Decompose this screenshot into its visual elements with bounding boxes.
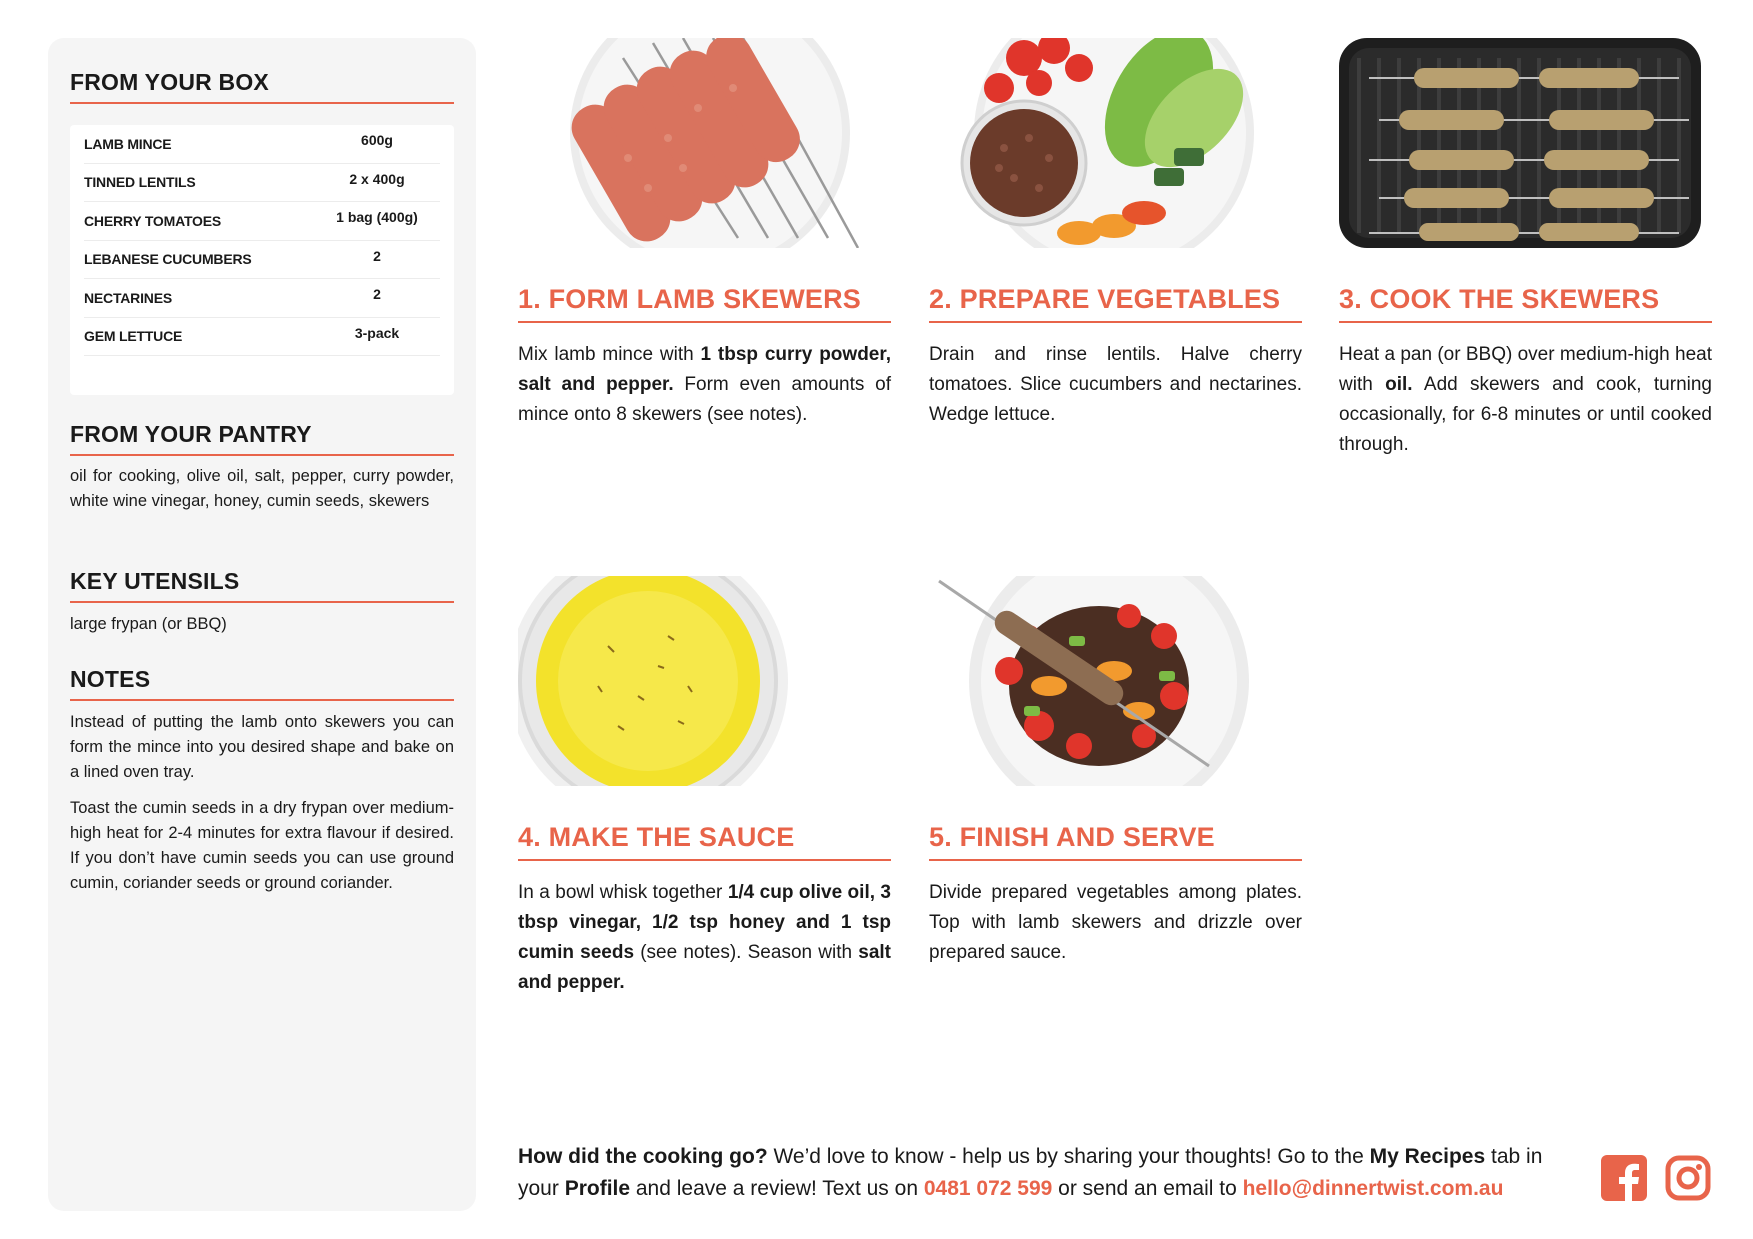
footer-question: How did the cooking go? bbox=[518, 1145, 768, 1168]
step-text-bold: 1/4 cup olive oil, 3 tbsp vinegar, 1/2 tsp honey and 1 tsp cumin seeds bbox=[518, 882, 891, 963]
step-5-photo bbox=[929, 576, 1302, 786]
table-row bbox=[84, 164, 440, 203]
feedback-footer bbox=[518, 1141, 1578, 1205]
step-1-title: 1. FORM LAMB SKEWERS bbox=[518, 283, 891, 323]
table-row bbox=[84, 279, 440, 318]
step-text-bold: salt and pepper. bbox=[518, 942, 891, 993]
step-1-photo bbox=[518, 38, 891, 248]
ingredient-qty: 600g bbox=[361, 132, 393, 149]
step-2-photo bbox=[929, 38, 1302, 248]
plated-meal-image bbox=[929, 576, 1302, 786]
table-row bbox=[84, 318, 440, 357]
pantry-text: oil for cooking, olive oil, salt, pepper, curry powder, white wine vinegar, honey, cumin seeds, skewers bbox=[70, 467, 454, 510]
step-text-run: Drain and rinse lentils. Halve cherry tomatoes. Slice cucumbers and nectarines. Wedge lettuce. bbox=[929, 344, 1302, 425]
phone-link[interactable]: 0481 072 599 bbox=[923, 1177, 1053, 1200]
step-text-run: (see notes). Season with bbox=[634, 942, 859, 963]
ingredient-name: LAMB MINCE bbox=[84, 135, 172, 152]
ingredient-qty: 3-pack bbox=[354, 324, 400, 341]
lamb-skewers-image bbox=[518, 38, 891, 248]
ingredient-name: TINNED LENTILS bbox=[84, 174, 196, 191]
step-1-text bbox=[518, 340, 891, 430]
step-text-run: Add skewers and cook, turning occasionally, for 6-8 minutes or until cooked through. bbox=[1339, 374, 1712, 455]
step-2-text bbox=[929, 340, 1302, 430]
footer-text: or send an email to bbox=[1052, 1177, 1243, 1200]
grill-pan-image bbox=[1339, 38, 1712, 248]
step-3 bbox=[1339, 38, 1712, 460]
step-4-text bbox=[518, 878, 891, 998]
vegetables-image bbox=[929, 38, 1302, 248]
footer-profile: Profile bbox=[564, 1177, 631, 1200]
utensils-heading: KEY UTENSILS bbox=[70, 567, 454, 603]
ingredient-name: LEBANESE CUCUMBERS bbox=[84, 251, 252, 268]
ingredient-qty: 1 bag (400g) bbox=[336, 209, 418, 226]
step-text-bold: oil. bbox=[1385, 374, 1413, 395]
pantry-heading: FROM YOUR PANTRY bbox=[70, 420, 454, 456]
step-4-title: 4. MAKE THE SAUCE bbox=[518, 821, 891, 861]
step-1 bbox=[518, 38, 891, 430]
table-row bbox=[84, 202, 440, 241]
table-row bbox=[84, 241, 440, 280]
step-4-photo bbox=[518, 576, 891, 786]
footer-text: and leave a review! Text us on bbox=[630, 1177, 924, 1200]
step-5 bbox=[929, 576, 1302, 968]
step-3-text bbox=[1339, 340, 1712, 460]
step-text-run: Form even amounts of mince onto 8 skewers (see notes). bbox=[518, 374, 891, 425]
note-paragraph: Toast the cumin seeds in a dry frypan over medium-high heat for 2-4 minutes for extra flavour if desired. If you don’t have cumin seeds you can use ground cumin, coriander seeds or ground coriander. bbox=[70, 799, 454, 892]
instagram-icon[interactable] bbox=[1665, 1155, 1711, 1201]
footer-text: tab in your bbox=[518, 1145, 1543, 1200]
ingredient-qty: 2 x 400g bbox=[349, 170, 405, 187]
email-link[interactable]: hello@dinnertwist.com.au bbox=[1242, 1177, 1504, 1200]
facebook-icon[interactable] bbox=[1601, 1155, 1647, 1201]
step-text-run: Mix lamb mince with bbox=[518, 344, 701, 365]
ingredient-name: GEM LETTUCE bbox=[84, 328, 183, 345]
notes-text bbox=[70, 710, 454, 896]
sauce-bowl-image bbox=[518, 576, 891, 786]
step-4 bbox=[518, 576, 891, 998]
step-text-run: In a bowl whisk together bbox=[518, 882, 728, 903]
step-text-bold: 1 tbsp curry powder, salt and pepper. bbox=[518, 344, 891, 395]
utensils-text: large frypan (or BBQ) bbox=[70, 615, 227, 633]
step-3-title: 3. COOK THE SKEWERS bbox=[1339, 283, 1712, 323]
step-text-run: Divide prepared vegetables among plates. Top with lamb skewers and drizzle over prepared sauce. bbox=[929, 882, 1302, 963]
box-ingredients-table bbox=[70, 125, 454, 395]
step-3-photo bbox=[1339, 38, 1712, 248]
ingredients-panel bbox=[48, 38, 476, 1211]
step-text-run: Heat a pan (or BBQ) over medium-high heat with bbox=[1339, 344, 1712, 395]
note-paragraph: Instead of putting the lamb onto skewers you can form the mince into you desired shape and bake on a lined oven tray. bbox=[70, 713, 454, 781]
step-2 bbox=[929, 38, 1302, 430]
notes-heading: NOTES bbox=[70, 665, 454, 701]
ingredient-qty: 2 bbox=[373, 286, 381, 303]
footer-text: We’d love to know - help us by sharing your thoughts! Go to the bbox=[767, 1145, 1370, 1168]
ingredient-qty: 2 bbox=[373, 247, 381, 264]
footer-my-recipes: My Recipes bbox=[1369, 1145, 1486, 1168]
step-2-title: 2. PREPARE VEGETABLES bbox=[929, 283, 1302, 323]
ingredient-name: CHERRY TOMATOES bbox=[84, 212, 222, 229]
box-heading: FROM YOUR BOX bbox=[70, 68, 454, 104]
step-5-text bbox=[929, 878, 1302, 968]
table-row bbox=[84, 125, 440, 164]
ingredient-name: NECTARINES bbox=[84, 289, 172, 306]
step-5-title: 5. FINISH AND SERVE bbox=[929, 821, 1302, 861]
